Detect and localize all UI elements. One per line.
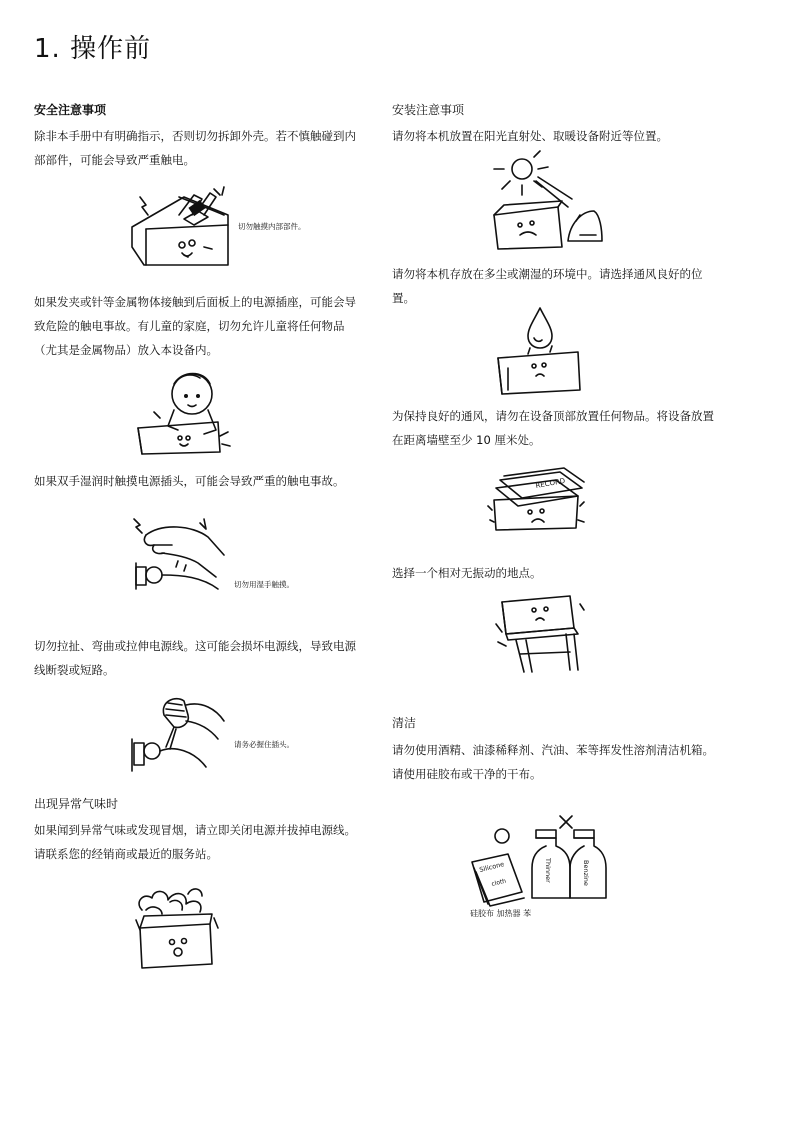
- page-title: 1. 操作前: [34, 34, 152, 64]
- install-heading: 安装注意事项: [392, 103, 465, 117]
- install-paragraph-ventilation: 为保持良好的通风，请勿在设备顶部放置任何物品。将设备放置在距离墙壁至少 10 厘米处。: [392, 409, 714, 447]
- illustration-cleaning: [466, 812, 612, 908]
- illustration-vibration: [494, 594, 584, 674]
- caption-hold-plug: 请务必握住插头。: [234, 740, 294, 749]
- illustration-ventilation: [486, 466, 586, 534]
- silicone-label: Silicone: [478, 860, 505, 874]
- illustration-child: [134, 372, 234, 456]
- safety-paragraph-wet-hands: 如果双手湿润时触摸电源插头，可能会导致严重的触电事故。: [34, 474, 345, 488]
- caption-cleaning: 硅胶布 加热器 苯: [470, 909, 532, 918]
- illustration-sunlight: [490, 155, 610, 250]
- benzine-label: Benzine: [582, 860, 590, 886]
- safety-heading: 安全注意事项: [34, 103, 107, 117]
- illustration-humidity: [494, 306, 584, 398]
- record-label: RECORD: [534, 476, 566, 490]
- odor-heading: 出现异常气味时: [34, 797, 119, 811]
- illustration-wet-hands: [132, 515, 232, 593]
- caption-wet-hands: 切勿用湿手触摸。: [234, 580, 294, 589]
- cleaning-paragraph: 请勿使用酒精、油漆稀释剂、汽油、苯等挥发性溶剂清洁机箱。请使用硅胶布或干净的干布。: [392, 743, 714, 781]
- install-paragraph-dust: 请勿将本机存放在多尘或潮湿的环境中。请选择通风良好的位置。: [392, 267, 703, 305]
- safety-paragraph-power-cord: 切勿拉扯、弯曲或拉伸电源线。这可能会损坏电源线，导致电源线断裂或短路。: [34, 639, 356, 677]
- illustration-smoke: [132, 884, 218, 970]
- illustration-internal-parts: [124, 185, 244, 270]
- odor-paragraph: 如果闻到异常气味或发现冒烟，请立即关闭电源并拔掉电源线。请联系您的经销商或最近的服务站。: [34, 823, 356, 861]
- install-paragraph-sunlight: 请勿将本机放置在阳光直射处、取暖设备附近等位置。: [392, 129, 668, 143]
- safety-paragraph-disassembly: 除非本手册中有明确指示，否则切勿拆卸外壳。若不慎触碰到内部部件，可能会导致严重触电。: [34, 129, 356, 167]
- safety-paragraph-metal-objects: 如果发夹或针等金属物体接触到后面板上的电源插座，可能会导致危险的触电事故。有儿童的家庭，切勿允许儿童将任何物品（尤其是金属物品）放入本设备内。: [34, 295, 356, 357]
- cleaning-heading: 清洁: [392, 716, 417, 730]
- illustration-hold-plug: [130, 693, 226, 775]
- install-paragraph-vibration: 选择一个相对无振动的地点。: [392, 566, 542, 580]
- thinner-label: Thinner: [544, 858, 552, 883]
- caption-internal-parts: 切勿触摸内部部件。: [238, 222, 306, 231]
- cloth-label: cloth: [490, 877, 507, 888]
